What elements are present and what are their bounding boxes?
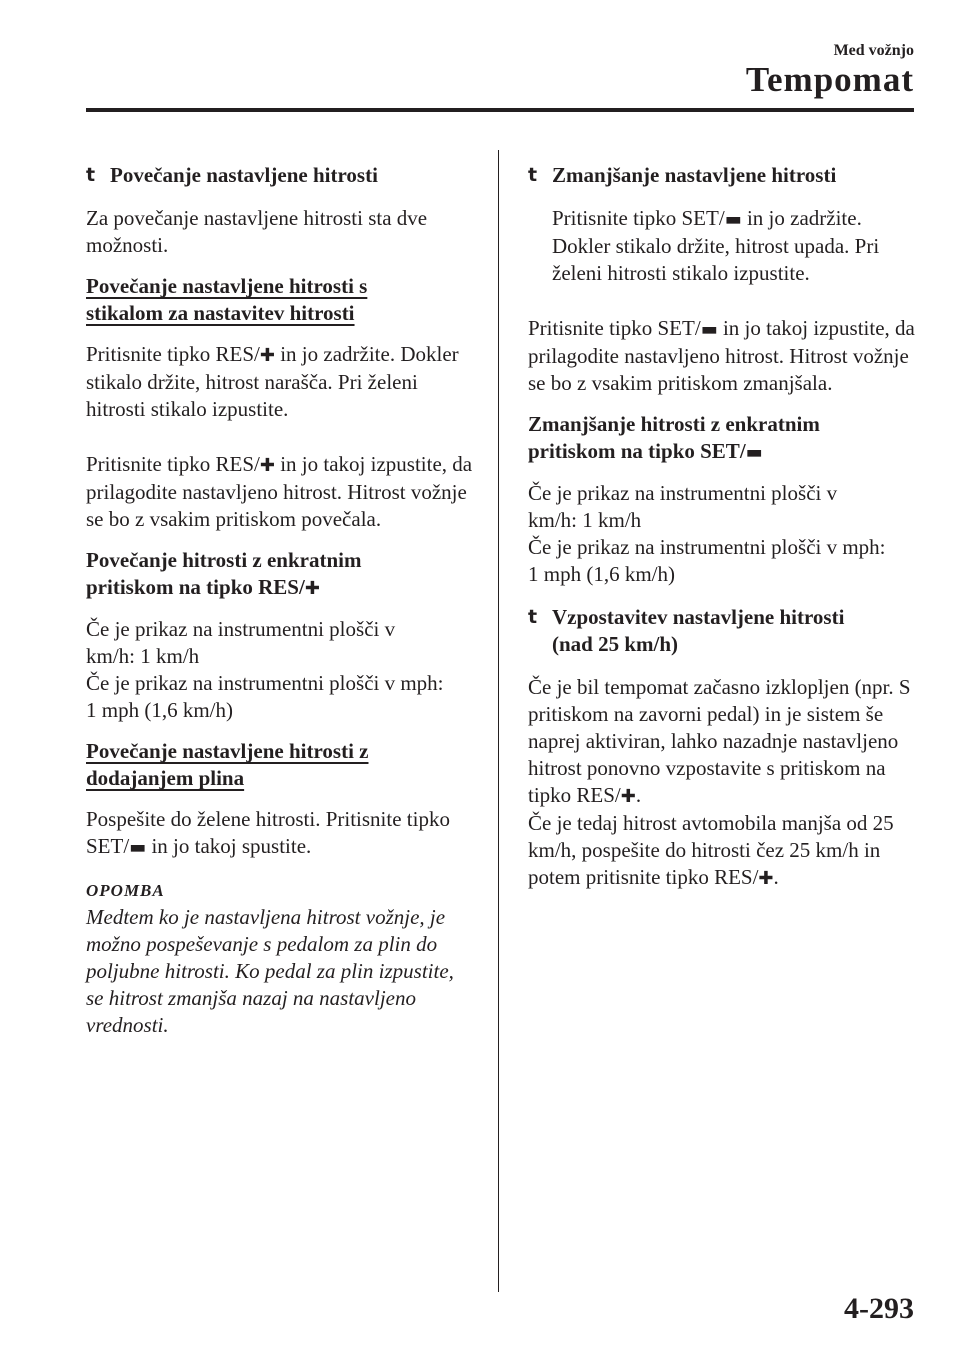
right-column: [528, 162, 920, 892]
section-heading-text: Povečanje nastavljene hitrosti: [110, 163, 378, 187]
bullet-icon: t: [528, 164, 538, 186]
section-heading-increase: [86, 162, 476, 189]
minus-icon: ▬: [129, 837, 147, 858]
note-text: Medtem ko je nastavljena hitrost vožnje, je možno pospeševanje s pedalom za plin do poljubne hitrosti. Ko pedal za plin izpustite, se hitrost zmanjša nazaj na nastavljeno vrednosti.: [86, 905, 454, 1037]
plus-icon: ✚: [620, 786, 636, 807]
page-number: 4-293: [844, 1292, 914, 1325]
paragraph-accelerate: Pospešite do želene hitrosti. Pritisnite tipko SET/▬ in jo takoj spustite.: [86, 807, 450, 858]
paragraph-hold-res: Pritisnite tipko RES/✚ in jo zadržite. Dokler stikalo držite, hitrost narašča. Pri želeni hitrosti stikalo izpustite.: [86, 342, 459, 421]
column-divider: [498, 150, 499, 1292]
intro-paragraph: Za povečanje nastavljene hitrosti sta dve možnosti.: [86, 206, 428, 257]
minus-icon: ▬: [700, 319, 718, 340]
paragraph-hold-set: Pritisnite tipko SET/▬ in jo zadržite. Dokler stikalo držite, hitrost upada. Pri želeni hitrosti stikalo izpustite.: [552, 206, 880, 285]
page-title: Tempomat: [745, 60, 914, 99]
left-column: [86, 162, 476, 1039]
plus-icon: ✚: [259, 455, 275, 476]
plus-icon: ✚: [758, 868, 774, 889]
paragraph-tap-res: Pritisnite tipko RES/✚ in jo takoj izpustite, da prilagodite nastavljeno hitrost. Hitrost vožnje se bo z vsakim pritiskom povečala.: [86, 452, 473, 531]
paragraph-increment-values: Če je prikaz na instrumentni plošči v km/h: 1 km/h Če je prikaz na instrumentni plošči v mph: 1 mph (1,6 km/h): [86, 617, 444, 722]
subheading-single-press-set: Zmanjšanje hitrosti z enkratnim pritiskom na tipko SET/▬: [528, 412, 820, 463]
subheading-single-press-res: Povečanje hitrosti z enkratnim pritiskom na tipko RES/✚: [86, 548, 362, 599]
paragraph-decrement-values: Če je prikaz na instrumentni plošči v km/h: 1 km/h Če je prikaz na instrumentni plošči v mph: 1 mph (1,6 km/h): [528, 481, 886, 586]
subheading-accelerator: Povečanje nastavljene hitrosti z dodajanjem plina: [86, 739, 369, 790]
section-heading-resume: t Vzpostavitev nastavljene hitrosti (nad 25 km/h): [528, 605, 845, 656]
paragraph-tap-set: Pritisnite tipko SET/▬ in jo takoj izpustite, da prilagodite nastavljeno hitrost. Hitrost vožnje se bo z vsakim pritiskom zmanjšala.: [528, 316, 915, 395]
chapter-label: Med vožnjo: [833, 42, 914, 59]
plus-icon: ✚: [259, 345, 275, 366]
minus-icon: ▬: [724, 209, 742, 230]
bullet-icon: t: [528, 606, 538, 628]
header-divider: [86, 108, 914, 112]
minus-icon: ▬: [745, 442, 763, 463]
bullet-icon: t: [86, 164, 96, 186]
note-label: OPOMBA: [86, 881, 165, 900]
plus-icon: ✚: [304, 578, 320, 599]
subheading-speed-switch: Povečanje nastavljene hitrosti s stikalom za nastavitev hitrosti: [86, 274, 368, 325]
section-heading-text: Zmanjšanje nastavljene hitrosti: [552, 163, 837, 187]
section-heading-decrease: [528, 162, 920, 189]
paragraph-resume: Če je bil tempomat začasno izklopljen (npr. S pritiskom na zavorni pedal) in je sistem še naprej aktiviran, lahko nazadnje nastavljeno hitrost ponovno vzpostavite s pritiskom na tipko RES/✚. Če je tedaj hitrost avtomobila manjša od 25 km/h, pospešite do hitrosti čez 25 km/h in potem pritisnite tipko RES/✚.: [528, 675, 911, 889]
